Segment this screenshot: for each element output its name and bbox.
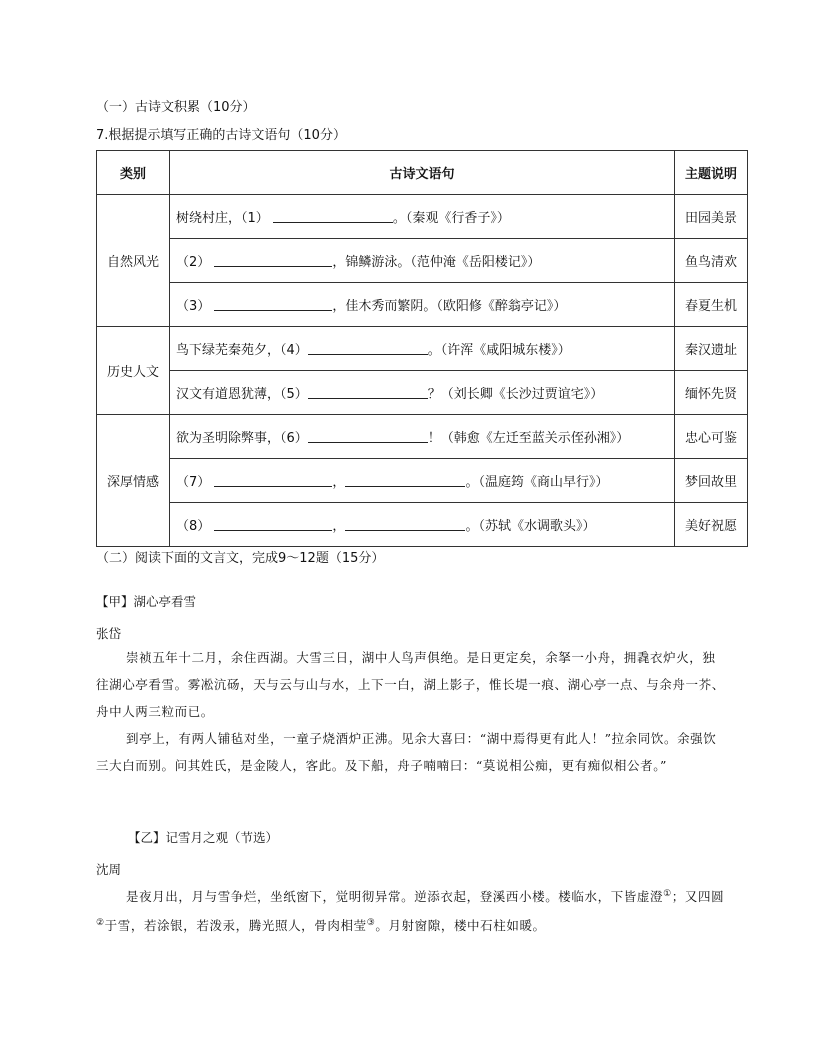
question-7-title: 7.根据提示填写正确的古诗文语句（10分） <box>96 128 346 143</box>
category-cell: 自然风光 <box>97 195 170 327</box>
poem-line-8: （8） ， 。（苏轼《水调歌头》） <box>170 503 675 547</box>
table-row <box>97 459 748 503</box>
footnote-marker: ① <box>663 889 672 899</box>
answer-blank[interactable] <box>214 473 332 487</box>
jia-paragraph-2: 到亭上，有两人铺毡对坐，一童子烧酒炉正沸。见余大喜曰：“湖中焉得更有此人！”拉余同饮。余强饮三大白而别。问其姓氏，是金陵人，客此。及下船，舟子喃喃曰：“莫说相公痴，更有痴似相公者。” <box>96 731 717 773</box>
header-lines: 古诗文语句 <box>170 151 675 195</box>
theme-cell: 田园美景 <box>675 195 748 239</box>
theme-cell: 秦汉遗址 <box>675 327 748 371</box>
poem-line-3: （3） ，佳木秀而繁阴。（欧阳修《醉翁亭记》） <box>170 283 675 327</box>
table-row <box>97 371 748 415</box>
answer-blank[interactable] <box>308 429 428 443</box>
poem-line-1: 树绕村庄，（1） 。（秦观《行香子》） <box>170 195 675 239</box>
table-row <box>97 327 748 371</box>
footnote-marker: ③ <box>366 918 376 929</box>
answer-blank[interactable] <box>308 385 428 399</box>
section1-title: （一）古诗文积累（10分） <box>96 100 256 115</box>
section2-title: （二）阅读下面的文言文，完成9～12题（15分） <box>96 551 385 566</box>
jia-author: 张岱 <box>96 626 122 641</box>
answer-blank[interactable] <box>214 297 332 311</box>
jia-title: 【甲】湖心亭看雪 <box>96 594 197 609</box>
category-cell: 深厚情感 <box>97 415 170 547</box>
poem-line-2: （2） ，锦鳞游泳。（范仲淹《岳阳楼记》） <box>170 239 675 283</box>
table-row <box>97 503 748 547</box>
table-header-row <box>97 151 748 195</box>
theme-cell: 春夏生机 <box>675 283 748 327</box>
header-category: 类别 <box>97 151 170 195</box>
answer-blank[interactable] <box>308 341 428 355</box>
poem-line-7: （7） ， 。（温庭筠《商山早行》） <box>170 459 675 503</box>
yi-title: 【乙】记雪月之观（节选） <box>128 830 279 845</box>
table-row <box>97 195 748 239</box>
poem-table <box>96 150 748 547</box>
theme-cell: 缅怀先贤 <box>675 371 748 415</box>
jia-paragraph-1: 崇祯五年十二月，余住西湖。大雪三日，湖中人鸟声俱绝。是日更定矣，余拏一小舟，拥毳衣炉火，独往湖心亭看雪。雾凇沆砀，天与云与山与水，上下一白，湖上影子，惟长堤一痕、湖心亭一点、与余舟一芥、舟中人两三粒而已。 <box>96 650 725 719</box>
theme-cell: 鱼鸟清欢 <box>675 239 748 283</box>
yi-paragraph-1: 是夜月出，月与雪争烂，坐纸窗下，觉明彻异常。逆添衣起，登溪西小楼。楼临水，下皆虚澄①；又四圆②于雪，若涂银，若泼汞，腾光照人，骨肉相莹③。月射窗隙，楼中石柱如暖。 <box>96 889 725 934</box>
answer-blank[interactable] <box>345 517 465 531</box>
answer-blank[interactable] <box>214 253 332 267</box>
yi-author: 沈周 <box>96 862 122 877</box>
poem-line-6: 欲为圣明除弊事，（6） ！（韩愈《左迁至蓝关示侄孙湘》） <box>170 415 675 459</box>
theme-cell: 美好祝愿 <box>675 503 748 547</box>
poem-line-5: 汉文有道恩犹薄，（5） ？（刘长卿《长沙过贾谊宅》） <box>170 371 675 415</box>
theme-cell: 梦回故里 <box>675 459 748 503</box>
footnote-marker: ② <box>96 918 105 929</box>
header-theme: 主题说明 <box>675 151 748 195</box>
table-row <box>97 283 748 327</box>
answer-blank[interactable] <box>273 209 393 223</box>
answer-blank[interactable] <box>345 473 465 487</box>
theme-cell: 忠心可鉴 <box>675 415 748 459</box>
poem-line-4: 鸟下绿芜秦苑夕，（4） 。（许浑《咸阳城东楼》） <box>170 327 675 371</box>
category-cell: 历史人文 <box>97 327 170 415</box>
table-row <box>97 239 748 283</box>
answer-blank[interactable] <box>214 517 332 531</box>
table-row <box>97 415 748 459</box>
